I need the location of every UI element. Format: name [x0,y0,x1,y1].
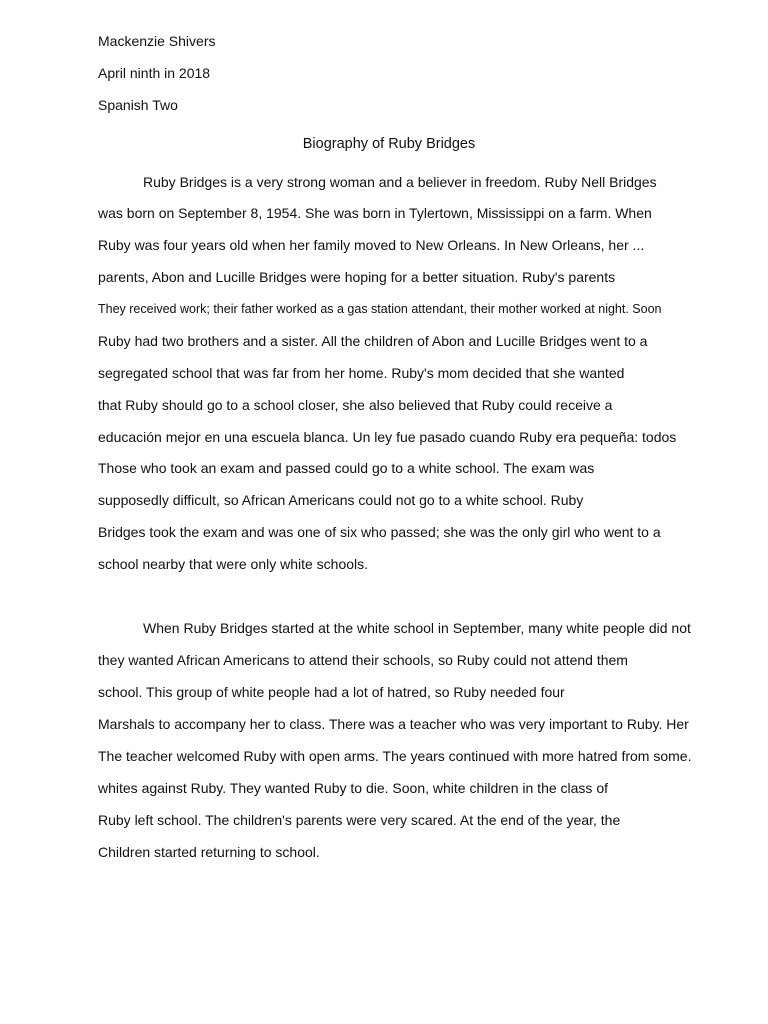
text-line: school. This group of white people had a lot of hatred, so Ruby needed four [98,684,565,700]
text-line: Ruby left school. The children's parents were very scared. At the end of the year, the [98,812,621,828]
text-line: They received work; their father worked as a gas station attendant, their mother worked at night. Soon [98,302,662,316]
text-line: school nearby that were only white schools. [98,556,369,572]
text-line: Ruby was four years old when her family moved to New Orleans. In New Orleans, her ... [98,237,645,253]
text-line: was born on September 8, 1954. She was born in Tylertown, Mississippi on a farm. When [98,205,652,221]
text-line: educación mejor en una escuela blanca. Un ley fue pasado cuando Ruby era pequeña: todos [98,429,677,445]
essay-title: Biography of Ruby Bridges [302,136,476,152]
author-name: Mackenzie Shivers [98,33,216,49]
text-line: Ruby Bridges is a very strong woman and a believer in freedom. Ruby Nell Bridges [143,174,657,190]
text-line: whites against Ruby. They wanted Ruby to die. Soon, white children in the class of [98,780,608,796]
text-line: The teacher welcomed Ruby with open arms. The years continued with more hatred from some. [98,748,692,764]
text-line: Bridges took the exam and was one of six who passed; she was the only girl who went to a [98,524,661,540]
text-line: they wanted African Americans to attend their schools, so Ruby could not attend them [98,652,628,668]
text-line: parents, Abon and Lucille Bridges were hoping for a better situation. Ruby's parents [98,269,616,285]
course-name: Spanish Two [98,97,178,113]
text-line: supposedly difficult, so African Americans could not go to a white school. Ruby [98,492,584,508]
text-line: When Ruby Bridges started at the white school in September, many white people did not [143,620,691,636]
text-line: Marshals to accompany her to class. There was a teacher who was very important to Ruby. Her [98,716,689,732]
text-line: that Ruby should go to a school closer, she also believed that Ruby could receive a [98,397,613,413]
text-line: Children started returning to school. [98,844,320,860]
text-line: segregated school that was far from her home. Ruby's mom decided that she wanted [98,365,625,381]
essay-date: April ninth in 2018 [98,65,211,81]
text-line: Those who took an exam and passed could go to a white school. The exam was [98,460,595,476]
text-line: Ruby had two brothers and a sister. All the children of Abon and Lucille Bridges went to a [98,333,648,349]
